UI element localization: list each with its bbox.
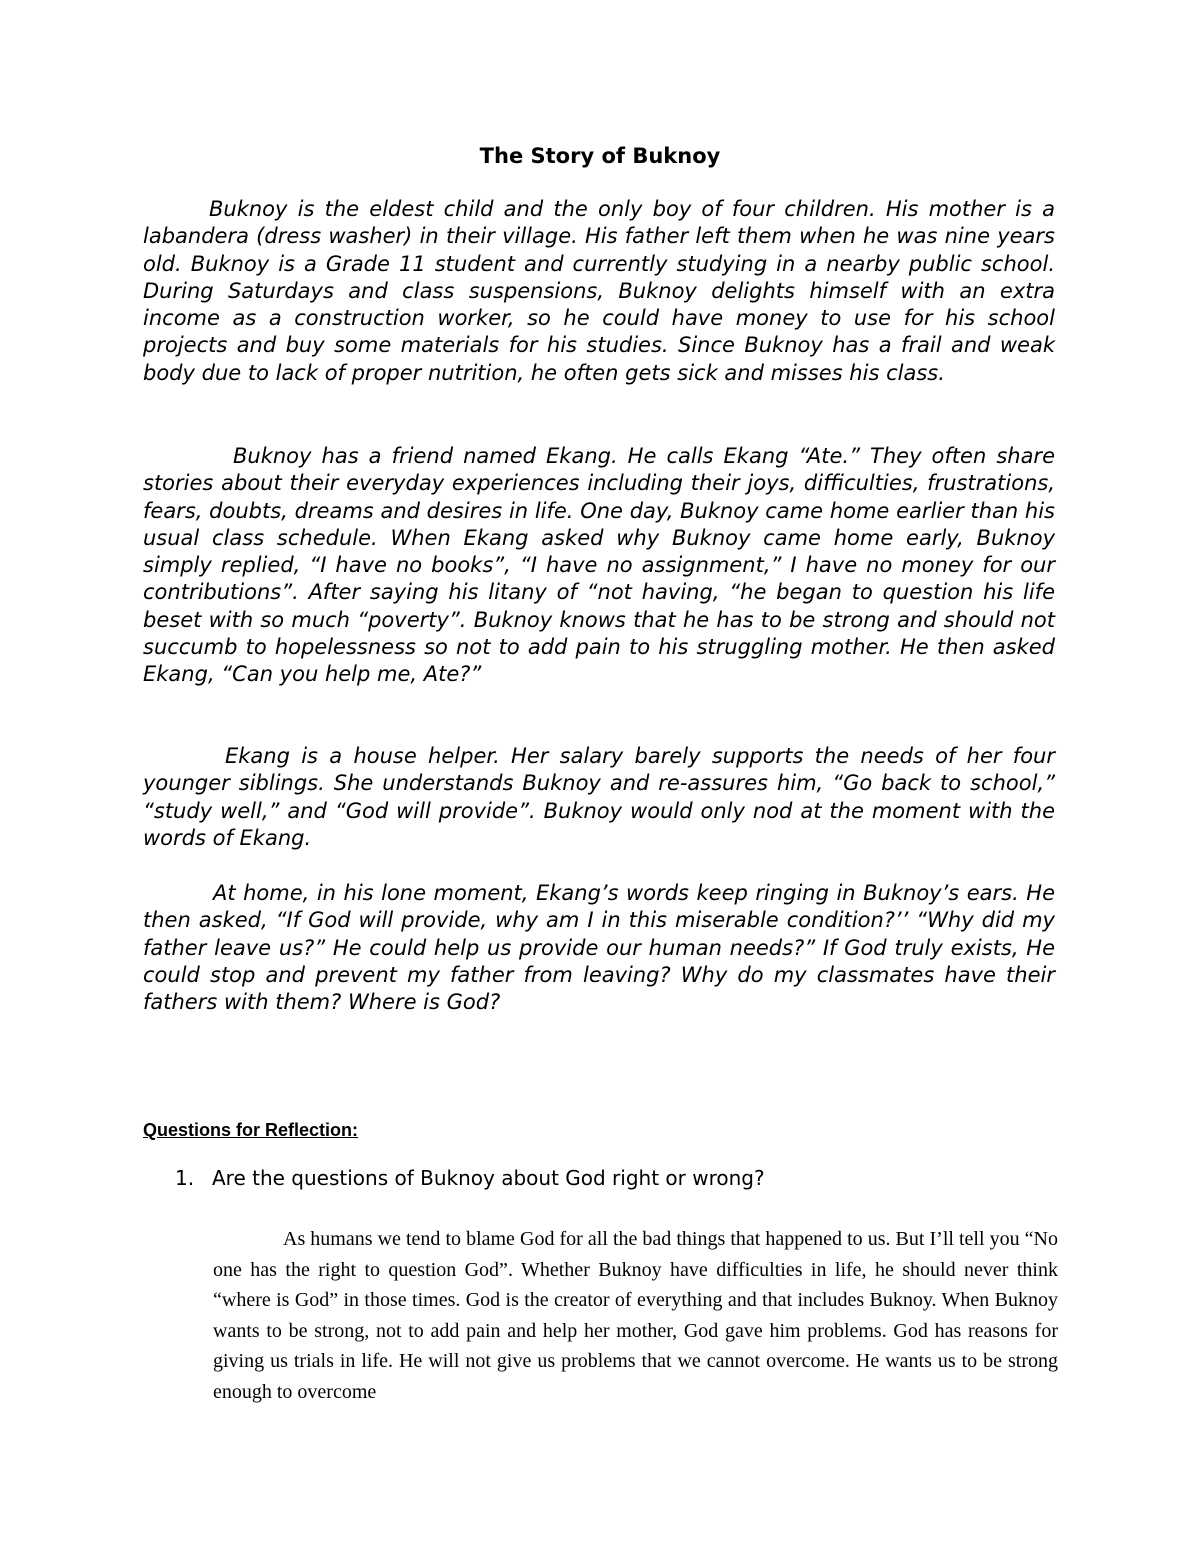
story-paragraph-1: Buknoy is the eldest child and the only boy of four children. His mother is a labandera (dress washer) in their village. His father left them when he was nine years old. Buknoy is a Grade 11 student and currently studying in a nearby public school. During Saturdays and class suspensions, Buknoy delights himself with an extra income as a construction worker, so he could have money to use for his school projects and buy some materials for his studies. Since Buknoy has a frail and weak body due to lack of proper nutrition, he often gets sick and misses his class. [143,197,1055,385]
story-paragraph-2: Buknoy has a friend named Ekang. He calls Ekang “Ate.” They often share stories about their everyday experiences including their joys, difficulties, frustrations, fears, doubts, dreams and desires in life. One day, Buknoy came home earlier than his usual class schedule. When Ekang asked why Buknoy came home early, Buknoy simply replied, “I have no books”, “I have no assignment,” I have no money for our contributions”. After saying his litany of “not having, “he began to question his life beset with so much “poverty”. Buknoy knows that he has to be strong and should not succumb to hopelessness so not to add pain to his struggling mother. He then asked Ekang, “Can you help me, Ate?” [143,444,1055,687]
answer-1: As humans we tend to blame God for all the bad things that happened to us. But I’ll tell you “No one has the right to question God”. Whether Buknoy have difficulties in life, he should never think “where is God” in those times. God is the creator of everything and that includes Buknoy. When Buknoy wants to be strong, not to add pain and help her mother, God gave him problems. God has reasons for giving us trials in life. He will not give us problems that we cannot overcome. He wants us to be strong enough to overcome [213,1228,1058,1403]
question-1 [175,1164,765,1192]
story-paragraph-3: Ekang is a house helper. Her salary barely supports the needs of her four younger siblings. She understands Buknoy and re-assures him, “Go back to school,” “study well,” and “God will provide”. Buknoy would only nod at the moment with the words of Ekang. [143,744,1055,850]
question-text: Are the questions of Buknoy about God right or wrong? [212,1166,765,1190]
questions-heading: Questions for Reflection: [143,1120,359,1140]
story-paragraph-4: At home, in his lone moment, Ekang’s words keep ringing in Buknoy’s ears. He then asked, “If God will provide, why am I in this miserable condition?’’ “Why did my father leave us?” He could help us provide our human needs?” If God truly exists, He could stop and prevent my father from leaving? Why do my classmates have their fathers with them? Where is God? [143,881,1055,1015]
question-number: 1. [175,1166,195,1190]
document-title: The Story of Buknoy [479,144,721,168]
